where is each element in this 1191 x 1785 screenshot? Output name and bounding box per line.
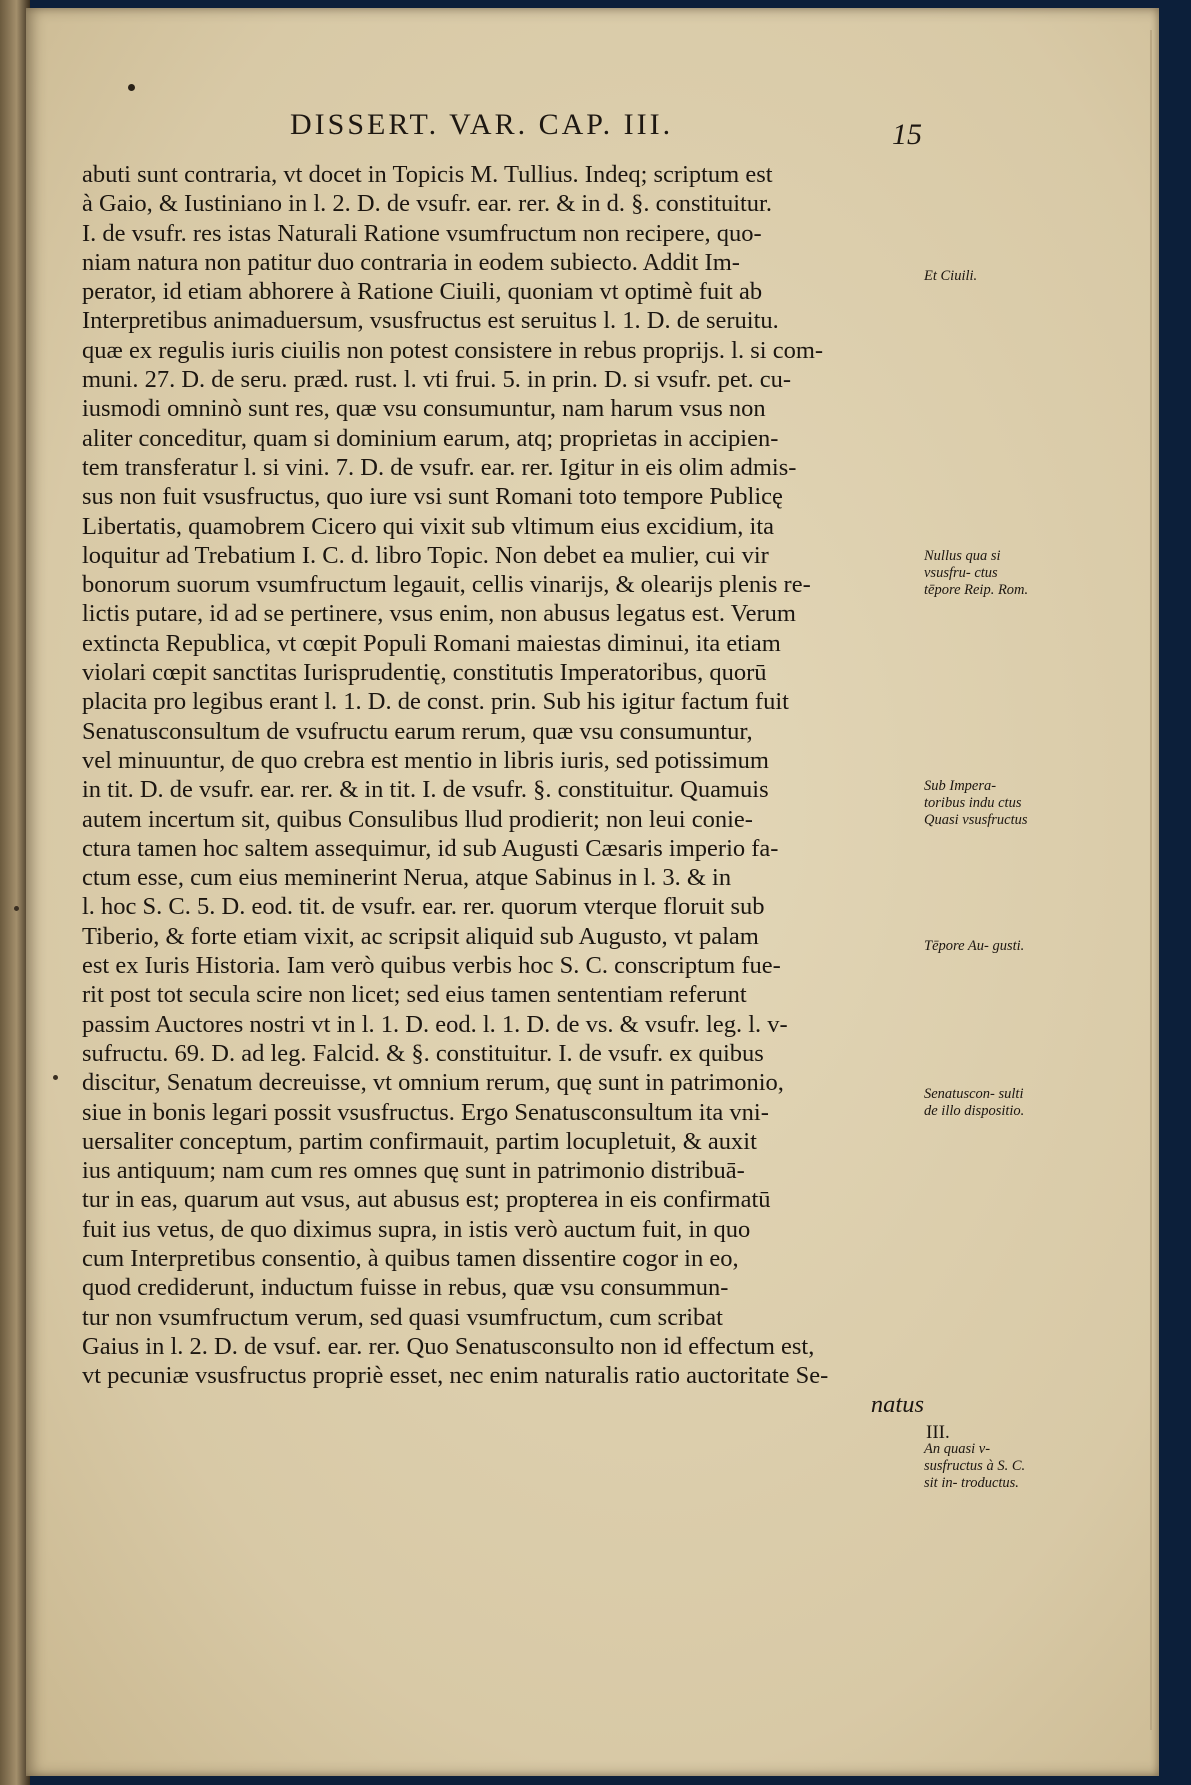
margin-note: Nullus qua si vsusfru- ctus tēpore Reip. Rom.: [924, 548, 1029, 598]
text-line: siue in bonis legari possit vsusfructus. Ergo Senatusconsultum ita vni-: [82, 1098, 769, 1126]
text-line: vel minuuntur, de quo crebra est mentio in libris iuris, sed potissimum: [82, 746, 769, 774]
text-line: lictis putare, id ad se pertinere, vsus enim, non abusus legatus est. Verum: [82, 600, 796, 628]
text-line: rit post tot secula scire non licet; sed eius tamen sententiam referunt: [82, 981, 747, 1009]
text-line: aliter conceditur, quam si dominium earum, atq; proprietas in accipien-: [82, 424, 779, 452]
text-line: tem transferatur l. si vini. 7. D. de vsufr. ear. rer. Igitur in eis olim admis-: [82, 453, 797, 481]
page-edge-line: [1150, 30, 1152, 1730]
ink-mark: [53, 1075, 58, 1080]
text-line: Tiberio, & forte etiam vixit, ac scripsit aliquid sub Augusto, vt palam: [82, 922, 759, 950]
text-line: est ex Iuris Historia. Iam verò quibus verbis hoc S. C. conscriptum fue-: [82, 952, 781, 980]
text-line: l. hoc S. C. 5. D. eod. tit. de vsufr. ear. rer. quorum vterque floruit sub: [82, 893, 765, 921]
binding-mark: [14, 906, 19, 911]
text-line: bonorum suorum vsumfructum legauit, cellis vinarijs, & olearijs plenis re-: [82, 571, 811, 599]
text-line: Senatusconsultum de vsufructu earum rerum, quæ vsu consumuntur,: [82, 717, 753, 745]
text-line: uersaliter conceptum, partim confirmauit, partim locupletuit, & auxit: [82, 1127, 757, 1155]
text-line: niam natura non patitur duo contraria in eodem subiecto. Addit Im-: [82, 248, 740, 276]
text-line: Libertatis, quamobrem Cicero qui vixit sub vltimum eius excidium, ita: [82, 512, 775, 540]
text-line: fuit ius vetus, de quo diximus supra, in istis verò auctum fuit, in quo: [82, 1215, 751, 1243]
margin-note: Sub Impera- toribus indu ctus Quasi vsusfructus: [924, 778, 1028, 828]
text-line: placita pro legibus erant l. 1. D. de const. prin. Sub his igitur factum fuit: [82, 688, 789, 716]
text-line: autem incertum sit, quibus Consulibus llud prodierit; non leui conie-: [82, 805, 753, 833]
text-line: Gaius in l. 2. D. de vsuf. ear. rer. Quo Senatusconsulto non id effectum est,: [82, 1332, 815, 1360]
text-line: passim Auctores nostri vt in l. 1. D. eod. l. 1. D. de vs. & vsufr. leg. l. v-: [82, 1010, 788, 1038]
text-line: sufructu. 69. D. ad leg. Falcid. & §. constituitur. I. de vsufr. ex quibus: [82, 1039, 764, 1067]
text-line: ctum esse, cum eius meminerint Nerua, atque Sabinus in l. 3. & in: [82, 864, 732, 892]
text-line: tur in eas, quarum aut vsus, aut abusus est; propterea in eis confirmatū: [82, 1186, 771, 1214]
margin-note-text: An quasi v- susfructus à S. C. sit in- troductus.: [924, 1441, 1026, 1491]
text-line: vt pecuniæ vsusfructus propriè esset, nec enim naturalis ratio auctoritate Se-: [82, 1362, 829, 1390]
text-line: perator, id etiam abhorere à Ratione Ciuili, quoniam vt optimè fuit ab: [82, 278, 763, 306]
text-line: à Gaio, & Iustiniano in l. 2. D. de vsufr. ear. rer. & in d. §. constituitur.: [82, 190, 772, 218]
text-line: extincta Republica, vt cœpit Populi Romani maiestas diminui, ita etiam: [82, 629, 781, 657]
text-line: loquitur ad Trebatium I. C. d. libro Topic. Non debet ea mulier, cui vir: [82, 541, 769, 569]
text-line: I. de vsufr. res istas Naturali Ratione vsumfructum non recipere, quo-: [82, 219, 762, 247]
text-line: quod crediderunt, inductum fuisse in rebus, quæ vsu consummun-: [82, 1274, 729, 1302]
text-line: sus non fuit vsusfructus, quo iure vsi sunt Romani toto tempore Publicę: [82, 483, 783, 511]
text-line: tur non vsumfructum verum, sed quasi vsumfructum, cum scribat: [82, 1303, 723, 1331]
margin-note: [924, 1424, 1034, 1492]
margin-note: Tēpore Au- gusti.: [924, 938, 1025, 954]
scan-background: [1159, 0, 1191, 1785]
text-line: quæ ex regulis iuris ciuilis non potest consistere in rebus proprijs. l. si com-: [82, 336, 824, 364]
margin-note: Et Ciuili.: [924, 268, 978, 284]
text-line: muni. 27. D. de seru. præd. rust. l. vti frui. 5. in prin. D. si vsufr. pet. cu-: [82, 366, 792, 394]
margin-note: Senatuscon- sulti de illo dispositio.: [924, 1086, 1025, 1119]
text-line: in tit. D. de vsufr. ear. rer. & in tit. I. de vsufr. §. constituitur. Quamuis: [82, 776, 769, 804]
running-title: DISSERT. VAR. CAP. III.: [290, 108, 674, 141]
text-line: discitur, Senatum decreuisse, vt omnium rerum, quę sunt in patrimonio,: [82, 1069, 784, 1097]
catchword: natus: [870, 1391, 924, 1419]
main-text: [82, 160, 932, 1420]
text-line: ctura tamen hoc saltem assequimur, id sub Augusti Cæsaris imperio fa-: [82, 834, 779, 862]
text-line: abuti sunt contraria, vt docet in Topicis M. Tullius. Indeq; scriptum est: [82, 161, 773, 188]
text-line: cum Interpretibus consentio, à quibus tamen dissentire cogor in eo,: [82, 1244, 739, 1272]
text-line: violari cœpit sanctitas Iurisprudentię, constitutis Imperatoribus, quorū: [82, 659, 767, 687]
text-line: ius antiquum; nam cum res omnes quę sunt in patrimonio distribuā-: [82, 1157, 745, 1185]
page-number: 15: [892, 118, 922, 151]
margin-note-number: III.: [926, 1422, 950, 1443]
ink-dot: [128, 84, 135, 91]
text-line: Interpretibus animaduersum, vsusfructus est seruitus l. 1. D. de seruitu.: [82, 307, 779, 335]
text-line: iusmodi omninò sunt res, quæ vsu consumuntur, nam harum vsus non: [82, 395, 766, 423]
